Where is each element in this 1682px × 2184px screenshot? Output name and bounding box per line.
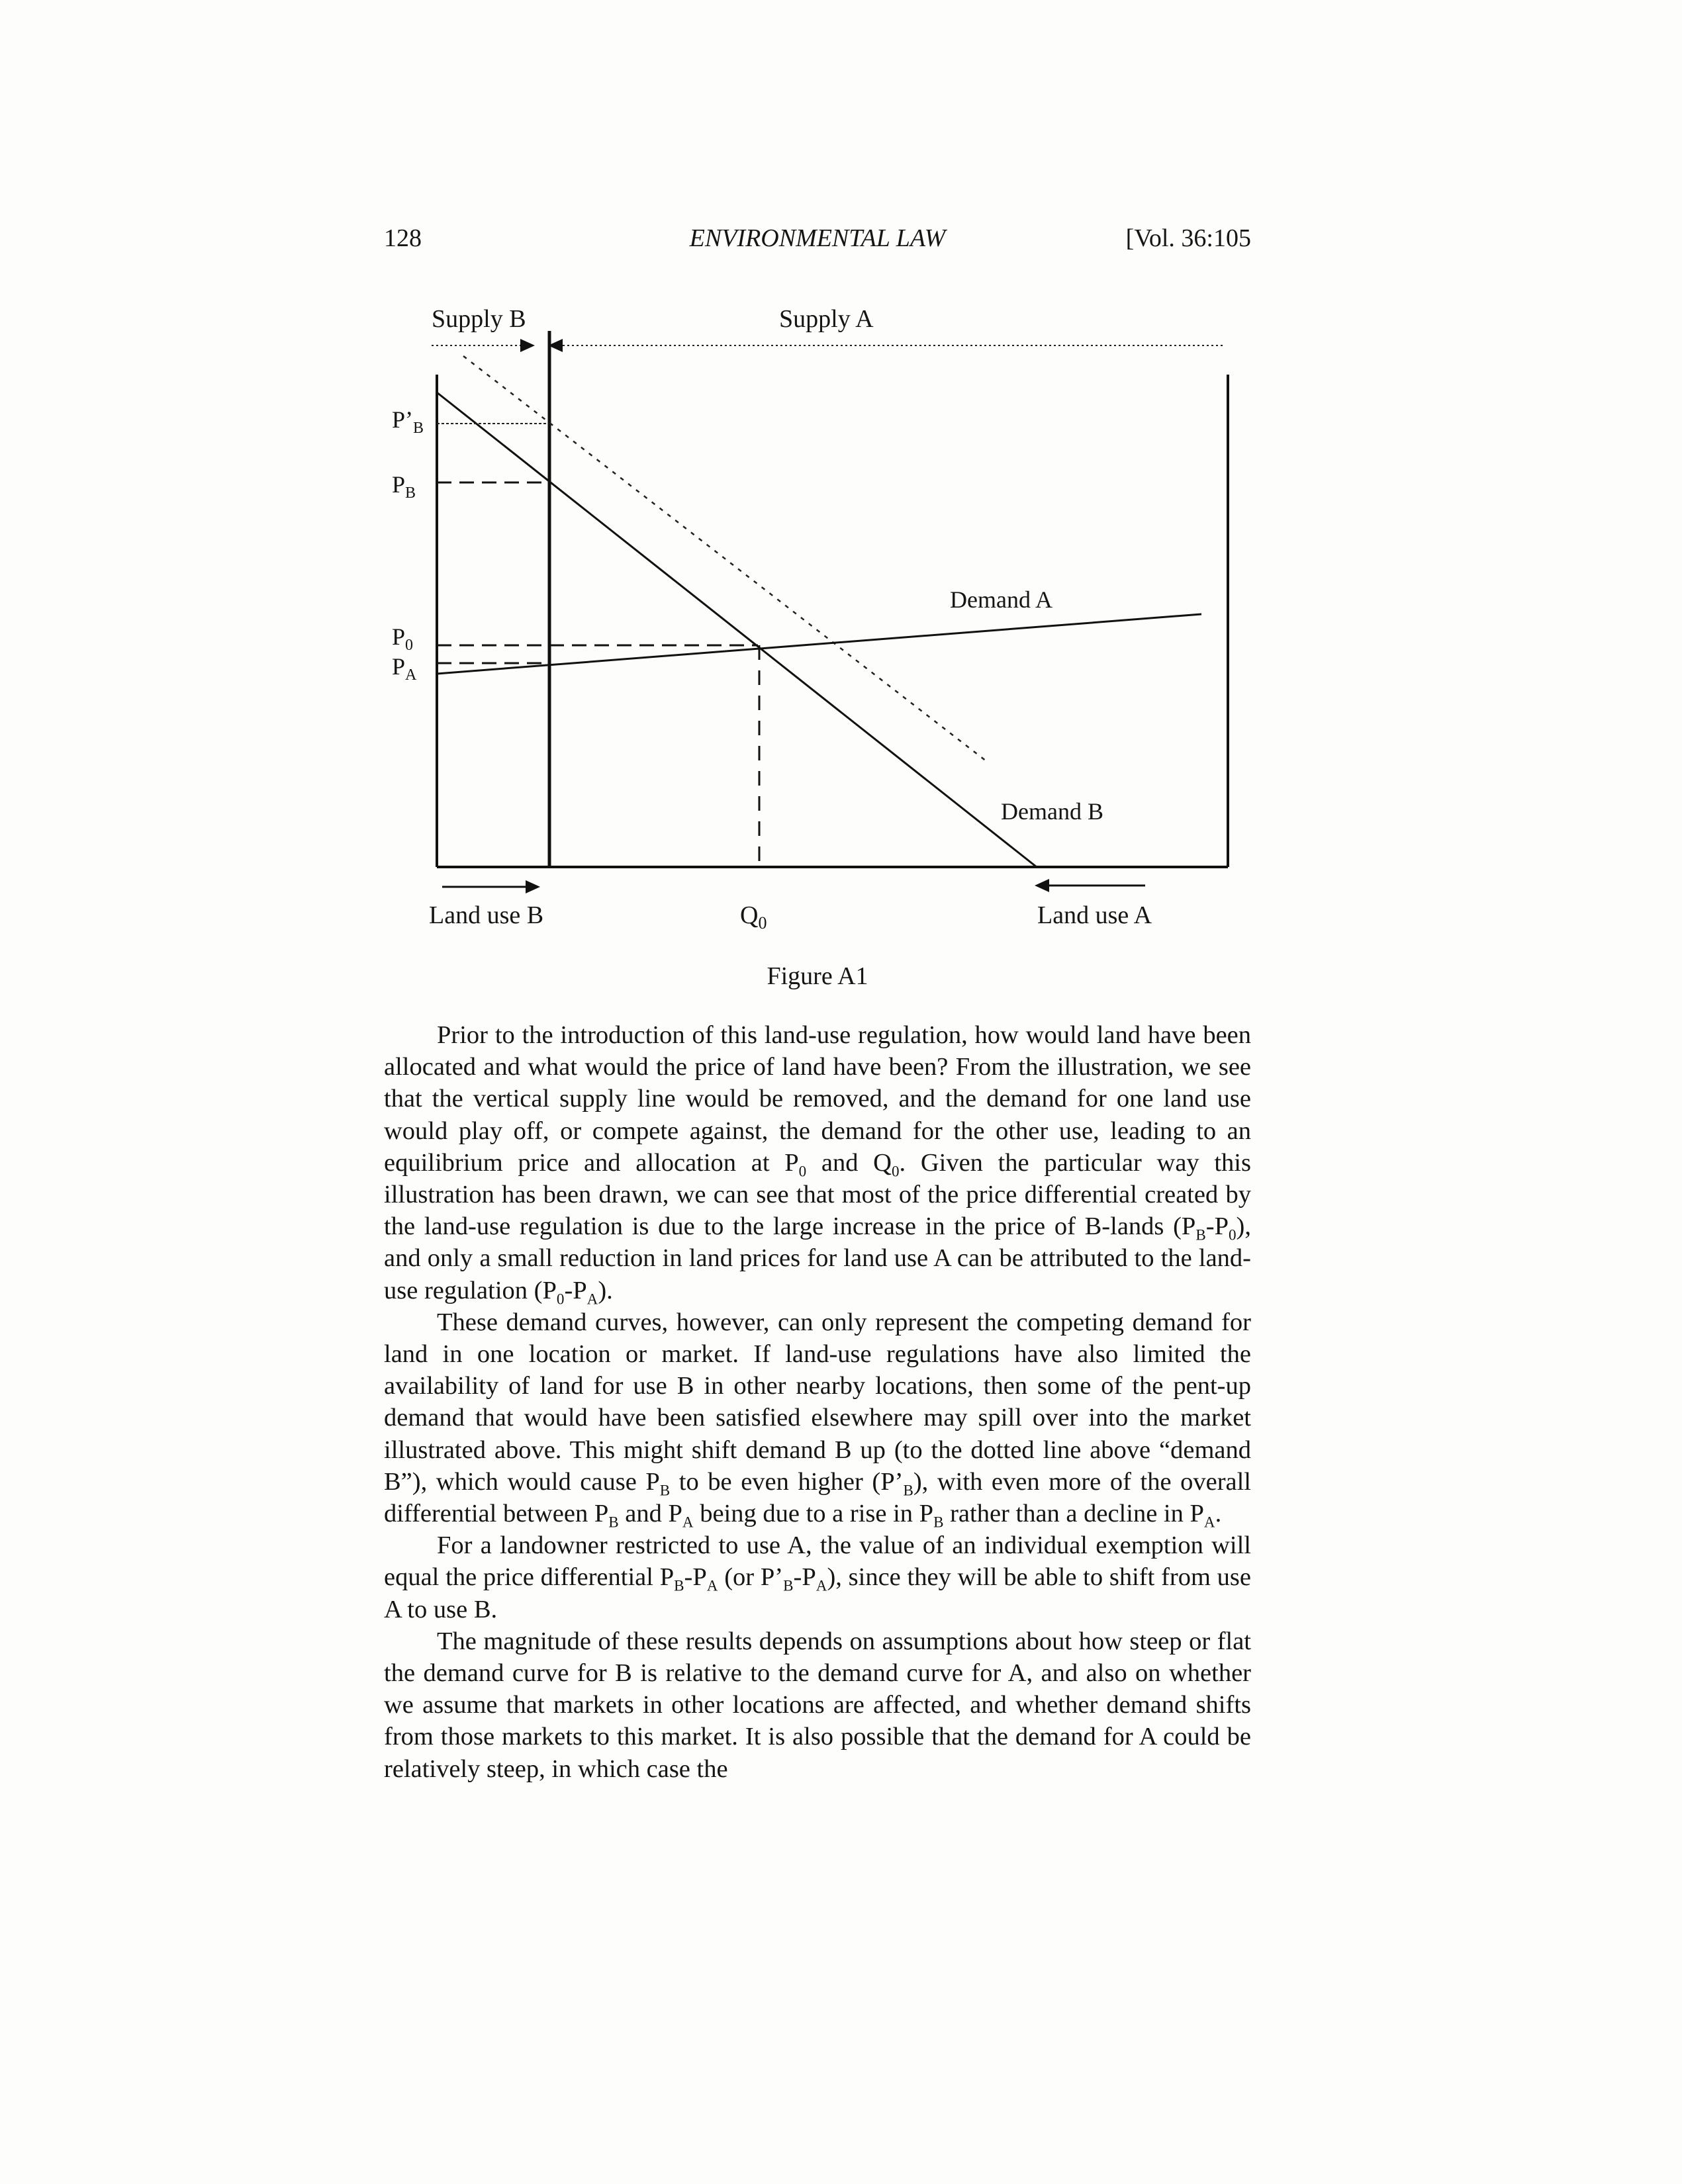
p-0-label: $P_0$	[392, 623, 414, 654]
p-prime-b-label: $P’_B$	[392, 406, 424, 437]
land-use-a-label: Land use A	[1037, 901, 1152, 929]
land-use-b-label: Land use B	[429, 901, 544, 929]
paragraph-2: These demand curves, however, can only represent the competing demand for land in one location or market. If land-use regulations have also limited the availability of land for use B in other nearby locations, then some of the pent-up demand that would have been satisfied elsewhere may spill over into the market illustrated above. This might shift demand B up (to the dotted line above “demand B”), which would cause $P_B$ to be even higher $(P’_B)$, with even more of the overall differential between $P_B$ and $P_A$ being due to a rise in $P_B$ rather than a decline in $P_A$.	[384, 1308, 1251, 1531]
supply-a-label: Supply A	[779, 305, 874, 333]
supply-b-label: Supply B	[432, 305, 526, 333]
demand-b-line	[437, 392, 1037, 867]
land-use-b-arrowhead	[526, 880, 540, 893]
demand-b-label: Demand B	[1001, 798, 1103, 825]
paragraph-4: The magnitude of these results depends on assumptions about how steep or flat the demand curve for B is relative to the demand curve for A, and also on whether we assume that markets in other locations are affected, and whether demand shifts from those markets to this market. It is also possible that the demand for A could be relatively steep, in which case the	[384, 1627, 1251, 1783]
land-use-a-arrowhead	[1035, 879, 1049, 892]
volume-reference: [Vol. 36:105	[1125, 224, 1251, 252]
demand-a-line	[437, 614, 1201, 674]
figure-a1-diagram	[0, 0, 1682, 953]
figure-caption: Figure A1	[767, 962, 868, 990]
q-0-label: $Q_0$	[740, 901, 767, 933]
body-text	[384, 1019, 1251, 1785]
journal-title: ENVIRONMENTAL LAW	[689, 224, 946, 252]
shifted-demand-b-line	[463, 356, 986, 761]
page-number: 128	[384, 224, 422, 252]
demand-a-label: Demand A	[950, 586, 1052, 613]
p-b-label: $P_B$	[392, 471, 416, 502]
paragraph-3: For a landowner restricted to use A, the value of an individual exemption will equal the price differential $P_B-P_A$ (or $P’_B-P_A$), since they will be able to shift from use A to use B.	[384, 1531, 1252, 1623]
paragraph-1: Prior to the introduction of this land-use regulation, how would land have been allocated and what would the price of land have been? From the illustration, we see that the vertical supply line would be removed, and the demand for one land use would play off, or compete against, the demand for the other use, leading to an equilibrium price and allocation at $P_0$ and $Q_0$. Given the particular way this illustration has been drawn, we can see that most of the price differential created by the land-use regulation is due to the large increase in the price of B-lands $(P_B-P_0)$, and only a small reduction in land prices for land use A can be attributed to the land-use regulation $(P_0-P_A)$.	[384, 1021, 1251, 1308]
supply-b-arrowhead	[520, 339, 535, 352]
p-a-label: $P_A$	[392, 653, 417, 684]
